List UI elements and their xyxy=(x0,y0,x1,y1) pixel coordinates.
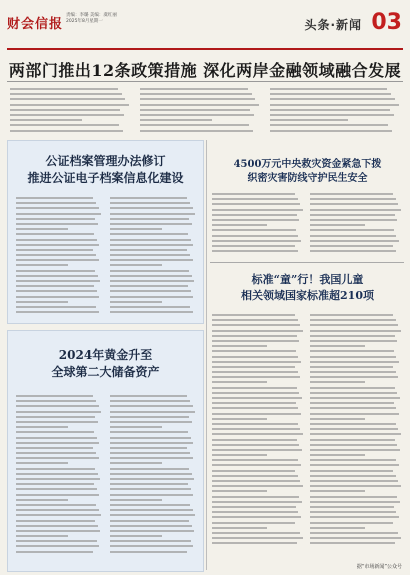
text-line xyxy=(16,311,99,313)
text-line xyxy=(310,356,396,358)
text-line xyxy=(212,480,300,482)
text-line xyxy=(212,361,301,363)
text-line xyxy=(310,464,399,466)
relief-article-col-2 xyxy=(310,193,402,255)
text-line xyxy=(212,203,300,205)
text-line xyxy=(16,520,95,522)
text-line xyxy=(310,235,396,237)
text-line xyxy=(110,254,190,256)
text-line xyxy=(270,93,391,95)
text-line xyxy=(310,470,393,472)
masthead-info-line: 2025年8月星期一 xyxy=(66,19,103,24)
text-line xyxy=(10,104,129,106)
text-line xyxy=(310,475,396,477)
text-line xyxy=(110,540,191,542)
text-line xyxy=(310,193,393,195)
text-line xyxy=(16,306,96,308)
text-line xyxy=(16,202,96,204)
text-line xyxy=(110,442,193,444)
relief-article-title xyxy=(210,158,405,186)
notary-article-col-2 xyxy=(110,197,196,316)
text-line xyxy=(110,421,192,423)
text-line xyxy=(310,532,398,534)
masthead xyxy=(0,0,410,50)
text-line xyxy=(110,509,193,511)
text-line xyxy=(310,490,365,492)
text-line xyxy=(110,306,190,308)
text-line xyxy=(16,468,95,470)
text-line xyxy=(212,392,299,394)
text-line xyxy=(16,447,93,449)
text-line xyxy=(212,511,298,513)
text-line xyxy=(110,285,188,287)
text-line xyxy=(110,504,190,506)
text-line xyxy=(212,324,300,326)
text-line xyxy=(310,459,396,461)
text-line xyxy=(212,516,301,518)
text-line xyxy=(110,488,191,490)
text-line xyxy=(16,499,68,501)
text-line xyxy=(16,431,94,433)
text-line xyxy=(16,478,100,480)
text-line xyxy=(110,213,195,215)
text-line xyxy=(212,209,303,211)
text-line xyxy=(110,431,188,433)
text-line xyxy=(16,473,98,475)
child-standards-col-1 xyxy=(212,314,304,547)
text-line xyxy=(212,537,303,539)
text-line xyxy=(212,345,267,347)
text-line xyxy=(310,423,396,425)
lead-article-col-3 xyxy=(270,88,400,135)
text-line xyxy=(16,275,98,277)
text-line xyxy=(10,124,119,126)
text-line xyxy=(16,545,99,547)
text-line xyxy=(16,259,99,261)
text-line xyxy=(212,356,298,358)
text-line xyxy=(310,209,401,211)
text-line xyxy=(110,530,194,532)
text-line xyxy=(110,207,193,209)
right-divider xyxy=(210,262,404,263)
text-line xyxy=(10,98,125,100)
text-line xyxy=(110,411,195,413)
text-line xyxy=(212,459,298,461)
text-line xyxy=(310,439,395,441)
text-line xyxy=(212,319,298,321)
text-line xyxy=(110,457,193,459)
masthead-rule xyxy=(7,48,403,50)
text-line xyxy=(212,397,302,399)
text-line xyxy=(270,109,390,111)
text-line xyxy=(16,223,98,225)
text-line xyxy=(212,423,298,425)
notary-article-title-line: 推进公证电子档案信息化建设 xyxy=(27,171,184,185)
text-line xyxy=(110,520,189,522)
text-line xyxy=(16,426,68,428)
lead-article-col-1 xyxy=(10,88,130,135)
text-line xyxy=(10,130,123,132)
text-line xyxy=(270,114,394,116)
text-line xyxy=(16,239,97,241)
child-standards-article-title-line: 相关领域国家标准超210项 xyxy=(241,289,374,302)
page-number: 03 xyxy=(371,10,402,35)
text-line xyxy=(16,296,99,298)
text-line xyxy=(310,376,398,378)
text-line xyxy=(110,301,162,303)
text-line xyxy=(16,462,68,464)
text-line xyxy=(110,535,162,537)
text-line xyxy=(212,340,299,342)
text-line xyxy=(16,301,68,303)
section-label: 头条·新闻 xyxy=(304,18,362,32)
text-line xyxy=(212,198,298,200)
text-line xyxy=(140,124,249,126)
gold-article-col-2 xyxy=(110,395,196,556)
text-line xyxy=(212,245,295,247)
text-line xyxy=(270,124,388,126)
text-line xyxy=(110,483,188,485)
text-line xyxy=(110,462,162,464)
text-line xyxy=(310,366,393,368)
gold-article-title-line: 2024年黄金升至 xyxy=(58,348,153,362)
masthead-info-line: 责编：李璐 美编：虞红丽 xyxy=(66,13,117,18)
text-line xyxy=(310,527,365,529)
text-line xyxy=(16,551,93,553)
text-line xyxy=(110,218,189,220)
text-line xyxy=(110,545,193,547)
text-line xyxy=(212,418,267,420)
text-line xyxy=(10,88,118,90)
text-line xyxy=(212,407,298,409)
text-line xyxy=(16,270,95,272)
text-line xyxy=(212,371,298,373)
text-line xyxy=(16,421,98,423)
text-line xyxy=(310,397,400,399)
text-line xyxy=(310,330,401,332)
text-line xyxy=(212,470,295,472)
text-line xyxy=(212,439,297,441)
text-line xyxy=(16,400,96,402)
child-standards-article-title-line: 标准“童”行！我国儿童 xyxy=(251,273,364,286)
text-line xyxy=(110,228,162,230)
text-line xyxy=(110,202,190,204)
text-line xyxy=(212,532,300,534)
text-line xyxy=(212,224,267,226)
text-line xyxy=(140,93,252,95)
text-line xyxy=(10,109,120,111)
text-line xyxy=(212,350,296,352)
text-line xyxy=(212,214,297,216)
text-line xyxy=(110,416,189,418)
text-line xyxy=(16,530,100,532)
text-line xyxy=(110,525,192,527)
text-line xyxy=(212,542,297,544)
text-line xyxy=(212,219,299,221)
text-line xyxy=(212,381,267,383)
column-divider xyxy=(206,140,207,570)
text-line xyxy=(110,311,193,313)
text-line xyxy=(10,119,82,121)
text-line xyxy=(212,193,295,195)
text-line xyxy=(212,240,301,242)
text-line xyxy=(110,426,162,428)
text-line xyxy=(16,405,99,407)
text-line xyxy=(16,540,97,542)
text-line xyxy=(310,444,397,446)
text-line xyxy=(110,280,194,282)
text-line xyxy=(310,392,397,394)
text-line xyxy=(212,454,267,456)
text-line xyxy=(110,437,191,439)
text-line xyxy=(16,457,99,459)
text-line xyxy=(212,475,298,477)
text-line xyxy=(16,525,98,527)
text-line xyxy=(212,376,300,378)
text-line xyxy=(16,228,68,230)
logo: 财会信报 xyxy=(7,17,64,32)
text-line xyxy=(16,197,93,199)
text-line xyxy=(310,418,365,420)
text-line xyxy=(212,235,298,237)
text-line xyxy=(110,473,192,475)
notary-article-col-1 xyxy=(16,197,102,316)
text-line xyxy=(310,314,393,316)
text-line xyxy=(310,340,397,342)
text-line xyxy=(110,239,191,241)
gold-article-title-line: 全球第二大储备资产 xyxy=(51,365,160,379)
text-line xyxy=(310,542,395,544)
text-line xyxy=(310,381,365,383)
text-line xyxy=(16,218,95,220)
text-line xyxy=(16,411,101,413)
text-line xyxy=(110,197,187,199)
text-line xyxy=(212,229,296,231)
gold-article-box xyxy=(7,330,204,572)
text-line xyxy=(310,537,401,539)
text-line xyxy=(310,224,365,226)
text-line xyxy=(212,413,301,415)
text-line xyxy=(16,452,96,454)
text-line xyxy=(310,345,365,347)
text-line xyxy=(212,522,295,524)
text-line xyxy=(140,104,259,106)
notary-article-title-line: 公证档案管理办法修订 xyxy=(45,154,166,168)
text-line xyxy=(16,494,99,496)
text-line xyxy=(310,402,394,404)
text-line xyxy=(140,119,212,121)
text-line xyxy=(140,109,250,111)
child-standards-article-title xyxy=(210,272,405,304)
text-line xyxy=(110,478,194,480)
text-line xyxy=(212,330,303,332)
main-headline: 两部门推出12条政策措施 深化两岸金融领域融合发展 xyxy=(8,61,402,80)
text-line xyxy=(110,551,187,553)
text-line xyxy=(110,400,190,402)
text-line xyxy=(270,119,348,121)
text-line xyxy=(212,485,303,487)
text-line xyxy=(212,433,303,435)
text-line xyxy=(310,240,399,242)
text-line xyxy=(310,219,397,221)
text-line xyxy=(16,509,99,511)
lead-article-col-2 xyxy=(140,88,260,135)
text-line xyxy=(110,249,187,251)
text-line xyxy=(310,413,399,415)
text-line xyxy=(16,254,96,256)
text-line xyxy=(310,361,399,363)
text-line xyxy=(16,442,99,444)
text-line xyxy=(310,511,396,513)
text-line xyxy=(212,490,267,492)
text-line xyxy=(140,98,255,100)
text-line xyxy=(310,454,365,456)
text-line xyxy=(310,407,396,409)
text-line xyxy=(310,350,394,352)
text-line xyxy=(310,522,393,524)
relief-article-col-1 xyxy=(212,193,304,255)
text-line xyxy=(310,324,398,326)
text-line xyxy=(16,488,97,490)
text-line xyxy=(16,280,100,282)
text-line xyxy=(110,468,189,470)
masthead-info xyxy=(66,13,117,25)
text-line xyxy=(16,483,94,485)
text-line xyxy=(212,335,297,337)
text-line xyxy=(310,335,395,337)
notary-article-box xyxy=(7,140,204,324)
text-line xyxy=(140,88,248,90)
text-line xyxy=(110,296,193,298)
text-line xyxy=(212,464,301,466)
text-line xyxy=(16,514,101,516)
text-line xyxy=(16,395,93,397)
text-line xyxy=(212,496,299,498)
gold-article-title xyxy=(8,347,203,381)
footer-note: 据“市场新闻”公众号 xyxy=(356,564,402,570)
text-line xyxy=(310,449,400,451)
text-line xyxy=(16,207,99,209)
text-line xyxy=(110,270,189,272)
text-line xyxy=(10,114,124,116)
text-line xyxy=(310,198,396,200)
text-line xyxy=(110,452,190,454)
relief-article-title-line: 织密灾害防线守护民生安全 xyxy=(247,173,368,184)
text-line xyxy=(310,516,399,518)
text-line xyxy=(110,514,195,516)
text-line xyxy=(110,395,187,397)
text-line xyxy=(310,203,398,205)
text-line xyxy=(212,428,300,430)
text-line xyxy=(270,104,399,106)
text-line xyxy=(110,447,187,449)
text-line xyxy=(16,535,68,537)
text-line xyxy=(16,290,97,292)
text-line xyxy=(110,405,193,407)
text-line xyxy=(310,433,401,435)
text-line xyxy=(212,527,267,529)
text-line xyxy=(310,245,393,247)
text-line xyxy=(310,496,397,498)
text-line xyxy=(310,250,396,252)
text-line xyxy=(16,285,94,287)
text-line xyxy=(110,290,191,292)
notary-article-title xyxy=(8,153,203,187)
text-line xyxy=(212,250,298,252)
text-line xyxy=(16,213,101,215)
text-line xyxy=(310,387,395,389)
text-line xyxy=(16,437,97,439)
text-line xyxy=(110,244,193,246)
text-line xyxy=(16,504,96,506)
text-line xyxy=(310,428,398,430)
text-line xyxy=(212,366,295,368)
text-line xyxy=(16,264,68,266)
text-line xyxy=(110,499,162,501)
text-line xyxy=(110,259,193,261)
text-line xyxy=(212,402,296,404)
text-line xyxy=(140,114,254,116)
child-standards-col-2 xyxy=(310,314,402,547)
relief-article-title-line: 4500万元中央救灾资金紧急下拨 xyxy=(233,159,382,170)
text-line xyxy=(110,494,193,496)
text-line xyxy=(212,444,299,446)
text-line xyxy=(310,214,395,216)
text-line xyxy=(110,264,162,266)
headline-rule xyxy=(7,81,403,82)
text-line xyxy=(212,387,297,389)
text-line xyxy=(310,480,398,482)
text-line xyxy=(310,501,400,503)
text-line xyxy=(310,229,394,231)
text-line xyxy=(110,233,188,235)
text-line xyxy=(270,130,392,132)
text-line xyxy=(212,314,295,316)
gold-article-col-1 xyxy=(16,395,102,556)
text-line xyxy=(16,416,95,418)
text-line xyxy=(16,249,93,251)
text-line xyxy=(310,506,394,508)
text-line xyxy=(10,93,122,95)
text-line xyxy=(212,501,302,503)
text-line xyxy=(140,130,253,132)
text-line xyxy=(212,449,302,451)
text-line xyxy=(110,275,192,277)
text-line xyxy=(270,88,387,90)
text-line xyxy=(16,233,94,235)
text-line xyxy=(310,371,396,373)
text-line xyxy=(310,319,396,321)
text-line xyxy=(110,223,192,225)
text-line xyxy=(212,506,296,508)
text-line xyxy=(16,244,99,246)
text-line xyxy=(310,485,401,487)
text-line xyxy=(270,98,395,100)
